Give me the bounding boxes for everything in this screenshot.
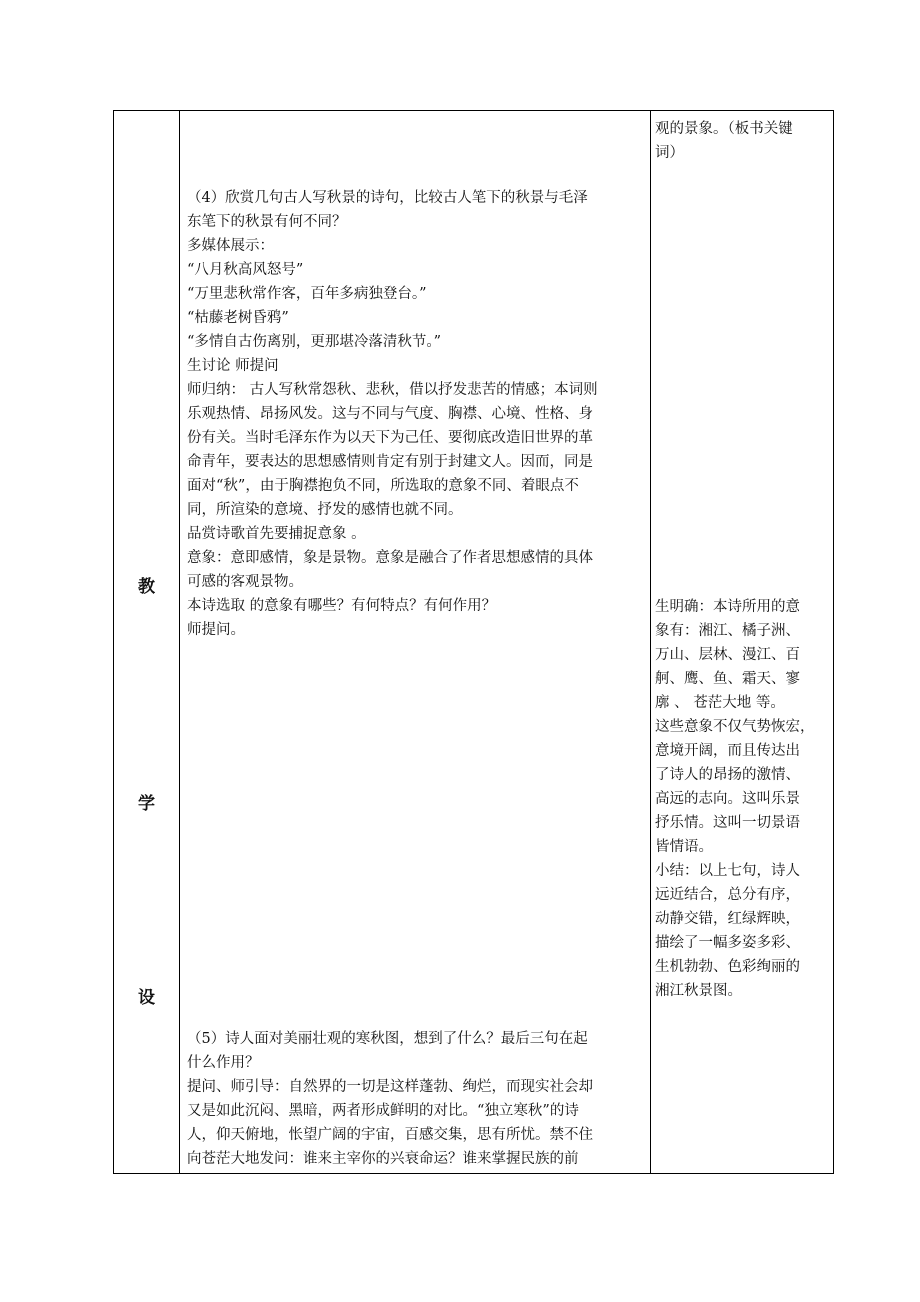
right-answer-line: 高远的志向。这叫乐景 <box>655 791 800 807</box>
side-label-char-2: 学 <box>138 794 155 814</box>
section-4-line: 同，所渲染的意境、抒发的感情也就不同。 <box>187 502 463 518</box>
lesson-plan-table <box>113 110 834 1174</box>
section-4-line: “万里悲秋常作客，百年多病独登台。” <box>187 286 427 302</box>
section-4-line: （4）欣赏几句古人写秋景的诗句，比较古人笔下的秋景与毛泽 <box>187 190 588 206</box>
right-answer-line: 意境开阔，而且传达出 <box>655 743 800 759</box>
section-5-line: 向苍茫大地发问：谁来主宰你的兴衰命运？谁来掌握民族的前 <box>187 1151 579 1167</box>
right-answer-line: 了诗人的昂扬的激情、 <box>655 767 800 783</box>
section-4-line: 品赏诗歌首先要捕捉意象 。 <box>187 526 366 542</box>
right-answer-line: 廓 、 苍茫大地 等。 <box>655 695 785 711</box>
section-4-line: 师归纳： 古人写秋常怨秋、悲秋，借以抒发悲苦的情感；本词则 <box>187 382 598 398</box>
section-4-line: “八月秋高风怒号” <box>187 262 304 278</box>
right-answer-line: 万山、层林、漫江、百 <box>655 647 800 663</box>
right-top-line: 观的景象。（板书关键 <box>655 121 793 137</box>
section-4-line: 份有关。当时毛泽东作为以天下为己任、要彻底改造旧世界的革 <box>187 430 593 446</box>
right-top-line: 词） <box>655 145 684 161</box>
right-answer-line: 舸、鹰、鱼、霜天、寥 <box>655 671 800 687</box>
right-answer-line: 远近结合，总分有序， <box>655 887 800 903</box>
right-answer-line: 生明确：本诗所用的意 <box>655 599 800 615</box>
section-4-line: 可感的客观景物。 <box>187 574 303 590</box>
section-4-line: 乐观热情、昂扬风发。这与不同与气度、胸襟、心境、性格、身 <box>187 406 593 422</box>
right-top-note <box>655 117 831 165</box>
column-divider-right <box>650 111 651 1173</box>
section-4-line: 东笔下的秋景有何不同？ <box>187 214 347 230</box>
side-label-char-3: 设 <box>138 988 155 1008</box>
side-label-char-1: 教 <box>138 577 155 597</box>
right-answer-line: 动静交错，红绿辉映， <box>655 911 800 927</box>
section-4-line: “多情自古伤离别，更那堪冷落清秋节。” <box>187 334 442 350</box>
section-5-text <box>187 1027 645 1171</box>
right-answer-note <box>655 595 831 1003</box>
column-divider-left <box>179 111 180 1173</box>
right-answer-line: 小结：以上七句，诗人 <box>655 863 800 879</box>
section-4-text <box>187 186 645 642</box>
section-4-line: 多媒体展示： <box>187 238 274 254</box>
section-4-line: “枯藤老树昏鸦” <box>187 310 289 326</box>
right-answer-line: 这些意象不仅气势恢宏， <box>655 719 815 735</box>
right-answer-line: 描绘了一幅多姿多彩、 <box>655 935 800 951</box>
section-4-line: 生讨论 师提问 <box>187 358 279 374</box>
section-4-line: 命青年，要表达的思想感情则肯定有别于封建文人。因而，同是 <box>187 454 593 470</box>
section-4-line: 面对“秋”，由于胸襟抱负不同，所选取的意象不同、着眼点不 <box>187 478 579 494</box>
right-answer-line: 湘江秋景图。 <box>655 983 742 999</box>
right-answer-line: 抒乐情。这叫一切景语 <box>655 815 800 831</box>
right-answer-line: 象有：湘江、橘子洲、 <box>655 623 800 639</box>
section-5-line: 提问、师引导：自然界的一切是这样蓬勃、绚烂，而现实社会却 <box>187 1079 593 1095</box>
right-answer-line: 皆情语。 <box>655 839 713 855</box>
section-4-line: 师提问。 <box>187 622 245 638</box>
section-5-line: 人，仰天俯地，怅望广阔的宇宙，百感交集，思有所忧。禁不住 <box>187 1127 593 1143</box>
section-4-line: 本诗选取 的意象有哪些？有何特点？有何作用？ <box>187 598 497 614</box>
section-5-line: 什么作用？ <box>187 1055 260 1071</box>
section-5-line: （5）诗人面对美丽壮观的寒秋图，想到了什么？最后三句在起 <box>187 1031 588 1047</box>
section-4-line: 意象：意即感情，象是景物。意象是融合了作者思想感情的具体 <box>187 550 593 566</box>
section-5-line: 又是如此沉闷、黑暗，两者形成鲜明的对比。“独立寒秋”的诗 <box>187 1103 579 1119</box>
right-answer-line: 生机勃勃、色彩绚丽的 <box>655 959 800 975</box>
